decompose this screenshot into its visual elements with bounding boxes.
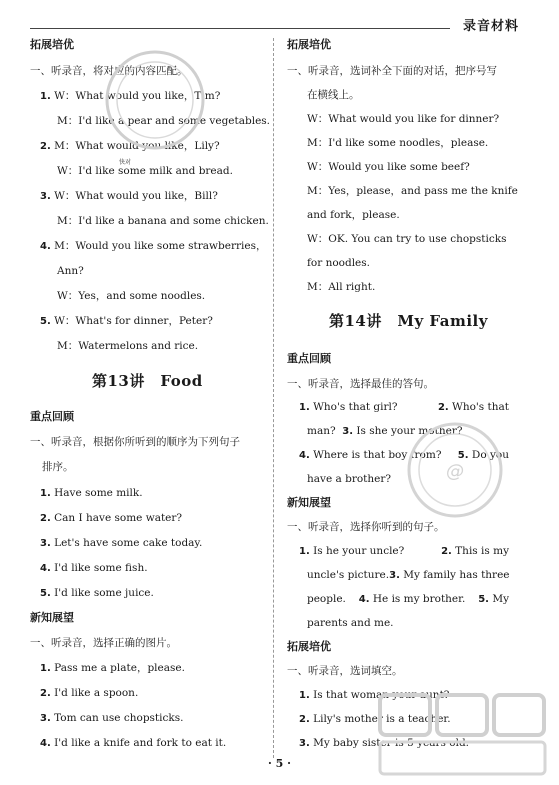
- list-item: 3. My baby sister is 5 years old.: [299, 737, 470, 749]
- lesson-title: 第13讲 Food: [92, 372, 203, 390]
- text-line: parents and me.: [307, 617, 394, 629]
- column-divider: [273, 38, 274, 758]
- dialogue-line: 1. W：What would you like，Tim?: [40, 90, 221, 102]
- dialogue-line: M：Yes，please，and pass me the knife: [307, 185, 518, 197]
- stamp-text: 快对: [119, 159, 132, 166]
- list-item: 3. Let's have some cake today.: [40, 537, 203, 549]
- dialogue-line: and fork，please.: [307, 209, 400, 221]
- instruction: 在横线上。: [307, 89, 360, 101]
- dialogue-line: Ann?: [57, 265, 84, 277]
- instruction: 排序。: [42, 461, 74, 473]
- header-title: 录音材料: [462, 19, 519, 34]
- instruction: 一、听录音，选词填空。: [287, 665, 403, 677]
- item-number: 3.: [40, 191, 51, 202]
- instruction: 一、听录音，选择正确的图片。: [30, 637, 177, 649]
- list-item: 4. I'd like some fish.: [40, 562, 148, 574]
- item-number: 1.: [40, 91, 51, 102]
- section-label: 新知展望: [287, 496, 331, 509]
- item-number: 2.: [40, 141, 51, 152]
- dialogue-line: 3. W：What would you like，Bill?: [40, 190, 218, 202]
- section-label: 重点回顾: [287, 352, 331, 365]
- svg-text:@: @: [446, 461, 464, 482]
- text-line: have a brother?: [307, 473, 392, 485]
- dialogue-line: M：I'd like a pear and some vegetables.: [57, 115, 271, 127]
- list-item: 5. I'd like some juice.: [40, 587, 154, 599]
- page-number: · 5 ·: [268, 757, 291, 770]
- dialogue-line: W：I'd like some milk and bread.: [57, 165, 233, 177]
- text-line: 4. Where is that boy from? 5. Do you: [299, 449, 509, 461]
- dialogue-line: 4. M：Would you like some strawberries，: [40, 240, 267, 252]
- dialogue-line: 5. W：What's for dinner，Peter?: [40, 315, 213, 327]
- list-item: 4. I'd like a knife and fork to eat it.: [40, 737, 227, 749]
- instruction: 一、听录音，选词补全下面的对话，把序号写: [287, 65, 497, 77]
- dialogue-line: M：I'd like a banana and some chicken.: [57, 215, 269, 227]
- dialogue-line: M：Watermelons and rice.: [57, 340, 199, 352]
- dialogue-line: W：Would you like some beef?: [307, 161, 470, 173]
- text-line: 1. Is he your uncle? 2. This is my: [299, 545, 509, 557]
- section-label: 重点回顾: [30, 410, 74, 423]
- lesson-title: 第14讲 My Family: [329, 312, 488, 330]
- text-line: man? 3. Is she your mother?: [307, 425, 463, 437]
- list-item: 3. Tom can use chopsticks.: [40, 712, 184, 724]
- dialogue-line: for noodles.: [307, 257, 370, 269]
- section-label: 拓展培优: [287, 640, 331, 653]
- dialogue-line: 2. M：What would you like，Lily?: [40, 140, 220, 152]
- list-item: 1. Pass me a plate，please.: [40, 662, 185, 674]
- dialogue-line: M：I'd like some noodles，please.: [307, 137, 489, 149]
- item-number: 5.: [40, 316, 51, 327]
- list-item: 1. Have some milk.: [40, 487, 143, 499]
- list-item: 2. Can I have some water?: [40, 512, 183, 524]
- text-line: 1. Who's that girl? 2. Who's that: [299, 401, 509, 413]
- text-line: uncle's picture. 3. My family has three: [307, 569, 510, 581]
- dialogue-line: W：What would you like for dinner?: [307, 113, 500, 125]
- instruction: 一、听录音，选择最佳的答句。: [287, 378, 434, 390]
- text-line: people. 4. He is my brother. 5. My: [307, 593, 509, 605]
- section-label: 拓展培优: [287, 38, 331, 51]
- instruction: 一、听录音，将对应的内容匹配。: [30, 65, 188, 77]
- header-rule: [30, 28, 450, 29]
- instruction: 一、听录音，选择你听到的句子。: [287, 521, 445, 533]
- instruction: 一、听录音，根据你所听到的顺序为下列句子: [30, 436, 240, 448]
- dialogue-line: W：OK. You can try to use chopsticks: [307, 233, 507, 245]
- list-item: 1. Is that woman your aunt?: [299, 689, 450, 701]
- dialogue-line: M：All right.: [307, 281, 376, 293]
- item-number: 4.: [40, 241, 51, 252]
- list-item: 2. I'd like a spoon.: [40, 687, 139, 699]
- list-item: 2. Lily's mother is a teacher.: [299, 713, 451, 725]
- dialogue-line: W：Yes，and some noodles.: [57, 290, 206, 302]
- section-label: 拓展培优: [30, 38, 74, 51]
- section-label: 新知展望: [30, 611, 74, 624]
